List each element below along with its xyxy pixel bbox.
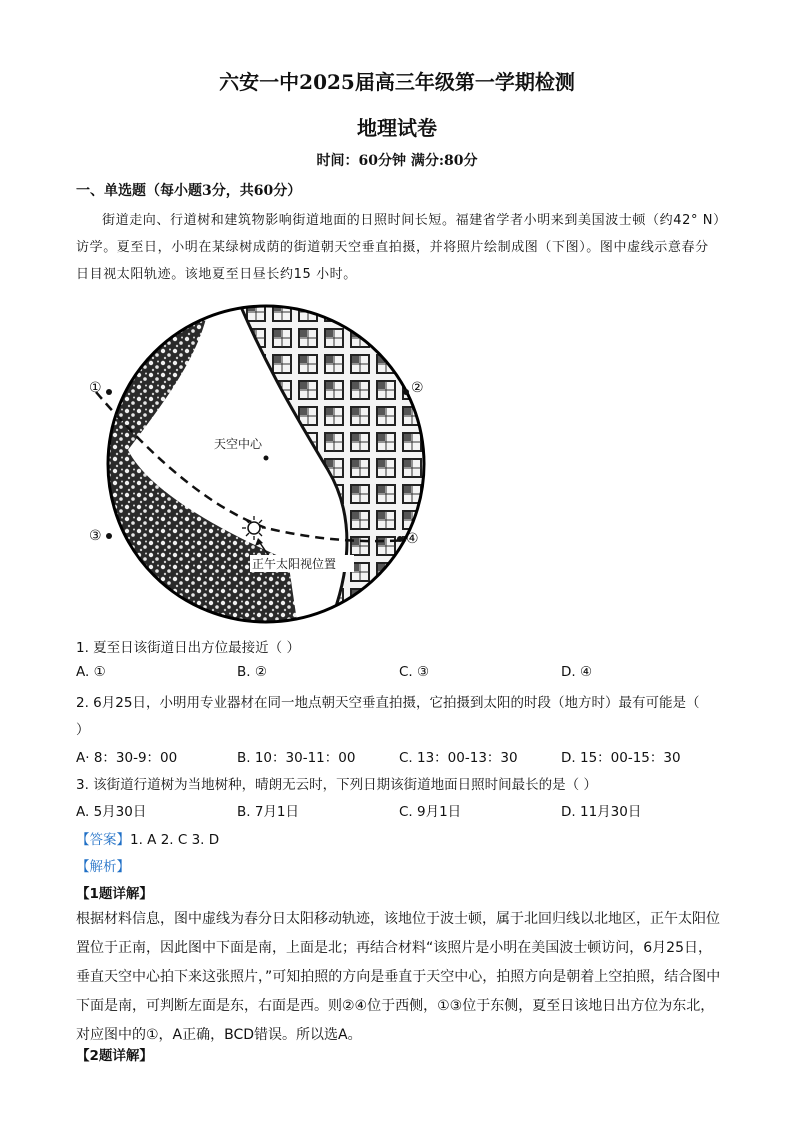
zenith-label: 天空中心 — [214, 437, 263, 451]
question-1-option-a: A. ① — [76, 664, 106, 680]
answer-text: 1. A 2. C 3. D — [130, 832, 220, 848]
question-3-option-d: D. 11月30日 — [561, 804, 642, 820]
question-1-option-d: D. ④ — [561, 664, 593, 680]
question-2-option-d: D. 15：00-15：30 — [561, 750, 681, 766]
question-3-option-c: C. 9月1日 — [399, 804, 462, 820]
subject-title: 地理试卷 — [357, 116, 437, 140]
question-2-stem-tail: ） — [76, 722, 90, 738]
question-3-option-b: B. 7月1日 — [237, 804, 300, 820]
material-paragraph: 街道走向、行道树和建筑物影响街道地面的日照时间长短。福建省学者小明来到美国波士顿（约42° N）访学。夏至日，小明在某绿树成荫的街道朝天空垂直拍摄，并将照片绘制成图（下图）。图中虚线示意春分日目视太阳轨迹。该地夏至日昼长约15 小时。 — [76, 213, 721, 282]
question-2-stem: 2. 6月25日，小明用专业器材在同一地点朝天空垂直拍摄，它拍摄到太阳的时段（地方时）最有可能是（ — [76, 695, 700, 711]
marker-1: ① — [89, 380, 102, 396]
question-1-option-b: B. ② — [237, 664, 267, 680]
question-2-option-b: B. 10：30-11：00 — [237, 750, 356, 766]
question-3-option-a: A. 5月30日 — [76, 804, 147, 820]
noon-sun-label: 正午太阳视位置 — [252, 557, 337, 571]
question-2-option-a: A· 8：30-9：00 — [76, 750, 178, 766]
q1-analysis-heading: 【1题详解】 — [76, 886, 153, 902]
zenith-dot — [264, 456, 269, 461]
q2-analysis-heading: 【2题详解】 — [76, 1048, 153, 1064]
exam-title: 六安一中2025届高三年级第一学期检测 — [219, 70, 575, 94]
street-sky-figure — [88, 300, 428, 628]
analysis-tag: 【解析】 — [76, 859, 130, 875]
exam-info: 时间：60分钟 满分:80分 — [316, 153, 478, 169]
marker-2: ② — [411, 380, 424, 396]
answer-tag: 【答案】 — [76, 832, 130, 848]
question-1-option-c: C. ③ — [399, 664, 430, 680]
question-3-stem: 3. 该街道行道树为当地树种，晴朗无云时，下列日期该街道地面日照时间最长的是（ ） — [76, 777, 597, 793]
answer-line — [76, 828, 219, 848]
marker-4: ④ — [406, 531, 419, 547]
section-heading: 一、单选题（每小题3分，共60分） — [76, 183, 302, 199]
question-2-option-c: C. 13：00-13：30 — [399, 750, 518, 766]
question-1-stem: 1. 夏至日该街道日出方位最接近（ ） — [76, 640, 300, 656]
marker-3: ③ — [89, 528, 102, 544]
q1-analysis-text: 根据材料信息，图中虚线为春分日太阳移动轨迹，该地位于波士顿，属于北回归线以北地区，正午太阳位置位于正南，因此图中下面是南，上面是北；再结合材料“该照片是小明在美国波士顿访问，6月25日，垂直天空中心拍下来这张照片，”可知拍照的方向是垂直于天空中心，拍照方向是朝着上空拍照，结合图中下面是南，可判断左面是东，右面是西。则②④位于西侧，①③位于东侧，夏至日该地日出方位为东北，对应图中的①，A正确，BCD错误。所以选A。 — [76, 911, 721, 1043]
photo-content — [88, 300, 428, 628]
